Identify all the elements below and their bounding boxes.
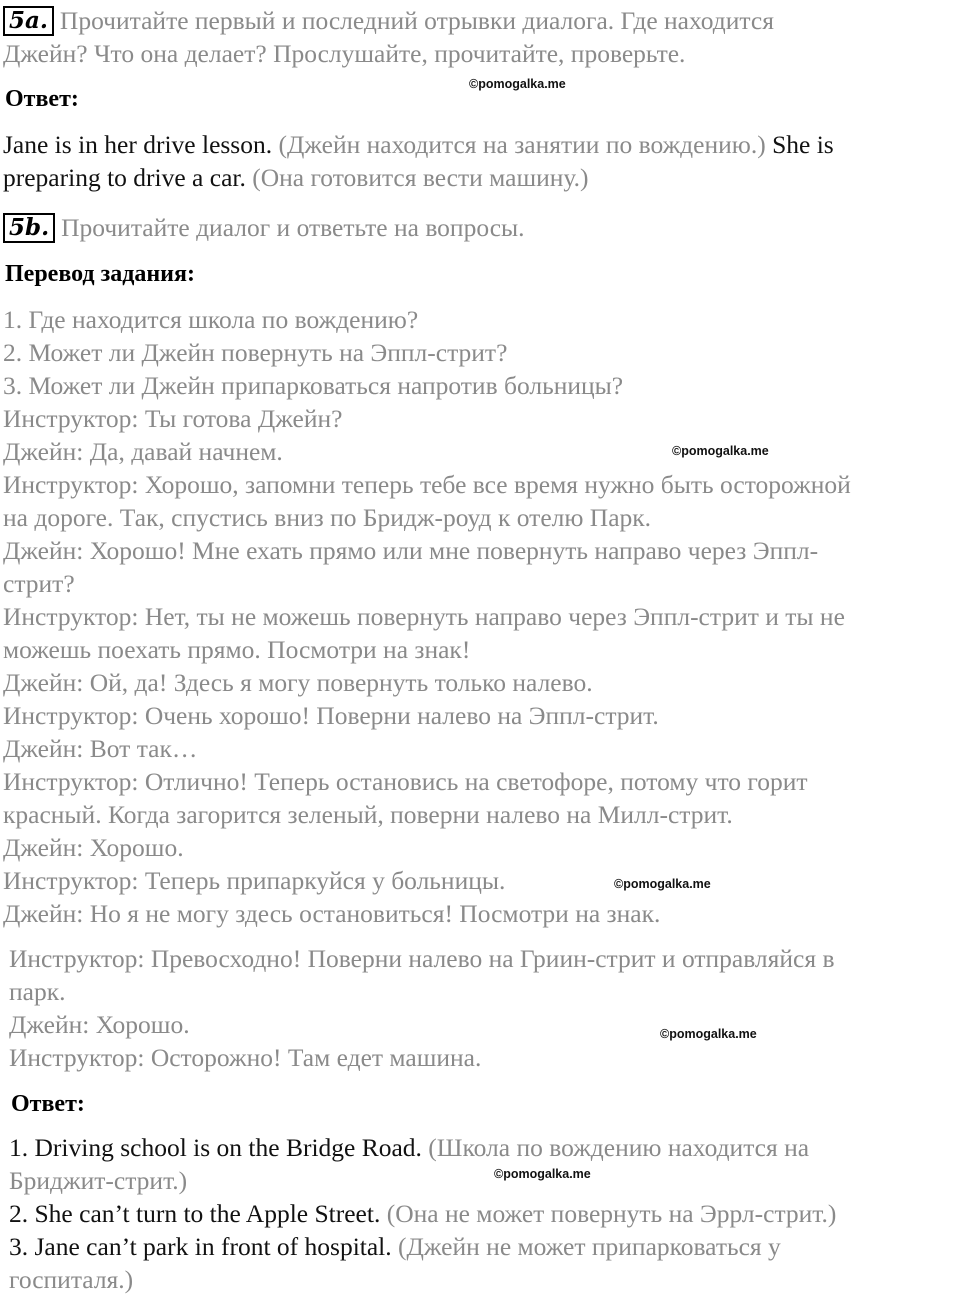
answer-en-text: She is [772, 130, 834, 159]
answer-5b-line-1 [9, 1131, 809, 1164]
dialog-line: Джейн: Да, давай начнем. [3, 437, 283, 466]
task-number-5b: 5b. [3, 213, 55, 243]
answer-5a-line-2 [3, 161, 588, 194]
dialog-line: можешь поехать прямо. Посмотри на знак! [3, 635, 471, 664]
task-5b-instruction [3, 211, 525, 244]
dialog-line: Джейн: Хорошо. [9, 1010, 190, 1039]
dialog-line: красный. Когда загорится зеленый, поверни налево на Милл-стрит. [3, 800, 733, 829]
dialog-line: Инструктор: Осторожно! Там едет машина. [9, 1043, 482, 1072]
dialog-line: Джейн: Вот так… [3, 734, 198, 763]
dialog-line: Инструктор: Нет, ты не можешь повернуть направо через Эппл-стрит и ты не [3, 602, 845, 631]
answer-en-text: 3. Jane can’t park in front of hospital. [9, 1232, 392, 1261]
answer-en-text: 1. Driving school is on the Bridge Road. [9, 1133, 422, 1162]
dialog-line: 1. Где находится школа по вождению? [3, 305, 419, 334]
watermark: ©pomogalka.me [672, 444, 769, 458]
task-5a-instruction-line-1 [3, 4, 774, 37]
answer-en-text: 2. She can’t turn to the Apple Street. [9, 1199, 381, 1228]
answer-5b-line-3 [9, 1230, 781, 1263]
answer-5a-line-1 [3, 128, 834, 161]
dialog-line: Джейн: Хорошо! Мне ехать прямо или мне повернуть направо через Эппл- [3, 536, 819, 565]
dialog-line: Инструктор: Превосходно! Поверни налево на Гриин-стрит и отправляйся в [9, 944, 835, 973]
answer-ru-text: (Школа по вождению находится на [428, 1133, 810, 1162]
dialog-line: Джейн: Ой, да! Здесь я могу повернуть только налево. [3, 668, 593, 697]
answer-en-text: preparing to drive a car. [3, 163, 246, 192]
task-number-5a: 5a. [3, 6, 54, 36]
dialog-line: Инструктор: Отлично! Теперь остановись на светофоре, потому что горит [3, 767, 808, 796]
translation-heading: Перевод задания: [5, 261, 195, 287]
instruction-text: Прочитайте диалог и ответьте на вопросы. [61, 213, 525, 242]
answer-heading-5b: Ответ: [11, 1091, 85, 1117]
dialog-line: парк. [9, 977, 66, 1006]
dialog-line: Джейн: Но я не могу здесь остановиться! Посмотри на знак. [3, 899, 661, 928]
answer-ru-text: (Она не может повернуть на Эррл-стрит.) [386, 1199, 837, 1228]
dialog-line: Инструктор: Теперь припаркуйся у больницы. [3, 866, 506, 895]
watermark: ©pomogalka.me [494, 1167, 591, 1181]
dialog-line: 2. Может ли Джейн повернуть на Эппл-стрит? [3, 338, 508, 367]
dialog-line: Инструктор: Очень хорошо! Поверни налево на Эппл-стрит. [3, 701, 659, 730]
answer-heading-5a: Ответ: [5, 86, 79, 112]
answer-ru-text: (Она готовится вести машину.) [252, 163, 589, 192]
answer-5b-line-3b: госпиталя.) [9, 1265, 134, 1294]
watermark: ©pomogalka.me [614, 877, 711, 891]
dialog-line: Джейн: Хорошо. [3, 833, 184, 862]
watermark: ©pomogalka.me [469, 77, 566, 91]
answer-ru-text: (Джейн находится на занятии по вождению.) [278, 130, 766, 159]
answer-ru-text: (Джейн не может припарковаться у [398, 1232, 781, 1261]
answer-5b-line-1b: Бриджит-стрит.) [9, 1166, 188, 1195]
dialog-line: на дороге. Так, спустись вниз по Бридж-роуд к отелю Парк. [3, 503, 652, 532]
dialog-line: стрит? [3, 569, 75, 598]
dialog-line: Инструктор: Хорошо, запомни теперь тебе все время нужно быть осторожной [3, 470, 851, 499]
instruction-text: Прочитайте первый и последний отрывки диалога. Где находится [59, 6, 774, 35]
dialog-line: 3. Может ли Джейн припарковаться напротив больницы? [3, 371, 624, 400]
answer-en-text: Jane is in her drive lesson. [3, 130, 273, 159]
watermark: ©pomogalka.me [660, 1027, 757, 1041]
answer-5b-line-2 [9, 1197, 836, 1230]
dialog-line: Инструктор: Ты готова Джейн? [3, 404, 343, 433]
task-5a-instruction-line-2: Джейн? Что она делает? Прослушайте, прочитайте, проверьте. [3, 39, 686, 68]
